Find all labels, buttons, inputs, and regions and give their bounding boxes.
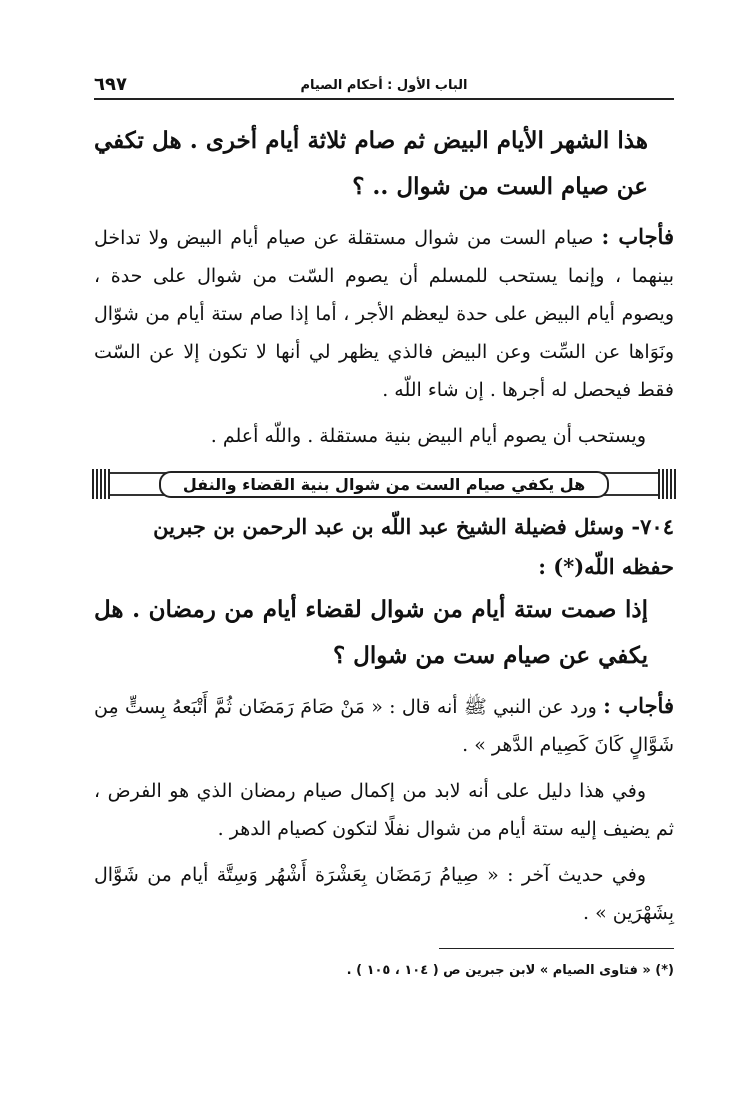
answer-2-text: ورد عن النبي ﷺ أنه قال : « مَنْ صَامَ رَمَضَان ثُمَّ أَتْبَعهُ بِستٍّ مِن شَوَّالٍ كَانَ كَصِيام الدَّهر » . [94, 696, 674, 756]
answer-2 [94, 687, 674, 764]
header-divider [94, 98, 674, 100]
book-page [94, 66, 674, 978]
page-number: ٦٩٧ [94, 74, 127, 95]
chapter-title: الباب الأول : أحكام الصيام [300, 78, 468, 93]
answer-1-lead: فأجاب : [601, 224, 674, 249]
section-banner [98, 469, 670, 499]
page-header [94, 66, 674, 98]
footnote: (*) « فتاوى الصيام » لابن جبرين ص ( ١٠٤ ، ١٠٥ ) . [346, 963, 674, 978]
footnote-divider [439, 948, 674, 949]
answer-2-paragraph-2: وفي هذا دليل على أنه لابد من إكمال صيام رمضان الذي هو الفرض ، ثم يضيف إليه ستة أيام من شوال نفلًا لتكون كصيام الدهر . [94, 780, 674, 840]
answer-2-paragraph-3: وفي حديث آخر : « صِيامُ رَمَضَان بِعَشْرَة أَشْهُر وَسِتَّة أيام من شَوَّال بِشَهْرَين » . [94, 864, 674, 924]
answer-1-text: صيام الست من شوال مستقلة عن صيام أيام البيض ولا تداخل بينهما ، وإنما يستحب للمسلم أن يصوم السّت من شوال على حدة ، ويصوم أيام البيض على حدة ليعظم الأجر ، أما إذا صام ستة أيام من شوّال ونَوَاها عن السِّت وعن البيض فالذي يظهر لي أنها لا تكون إلا عن السّت فقط فيحصل له أجرها . إن شاء اللّه . [94, 227, 674, 401]
banner-ornament-left [92, 469, 110, 499]
answer-2-lead: فأجاب : [603, 693, 674, 718]
answer-1 [94, 218, 674, 409]
question-1: هذا الشهر الأيام البيض ثم صام ثلاثة أيام أخرى . هل تكفي عن صيام الست من شوال .. ؟ [94, 127, 648, 200]
fatwa-heading: ٧٠٤- وسئل فضيلة الشيخ عبد اللّه بن عبد الرحمن بن جبرين حفظه اللّه(*) : [153, 514, 674, 579]
section-heading: هل يكفي صيام الست من شوال بنية القضاء والنفل [159, 471, 609, 498]
answer-1-extra: ويستحب أن يصوم أيام البيض بنية مستقلة . واللّه أعلم . [210, 425, 646, 447]
question-2: إذا صمت ستة أيام من شوال لقضاء أيام من رمضان . هل يكفي عن صيام ست من شوال ؟ [94, 596, 648, 669]
banner-ornament-right [658, 469, 676, 499]
